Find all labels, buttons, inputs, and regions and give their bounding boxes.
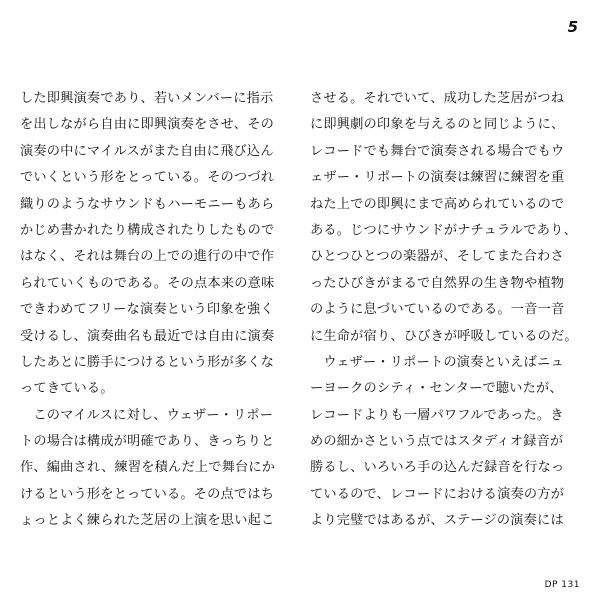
text-line: 演奏の中にマイルスがまた自由に飛び込ん: [20, 143, 274, 159]
text-line: のように息づいているのである。一音一音: [310, 302, 565, 318]
text-line: ひとつひとつの楽器が、そしてまた合わさ: [310, 249, 564, 265]
right-text-column: [310, 86, 578, 535]
text-line: した即興演奏であり、若いメンバーに指示: [20, 91, 274, 106]
text-line: このマイルスに対し、ウェザー・リポー: [20, 407, 274, 423]
text-line: ェザー・リポートの演奏は練習に練習を重: [310, 170, 565, 186]
text-line: めの細かさという点ではスタディオ録音が: [310, 434, 564, 450]
text-line: ーヨークのシティ・センターで聴いたが、: [310, 381, 563, 397]
text-line: はなく、それは舞台の上での進行の中で作: [20, 249, 275, 265]
text-line: より完璧ではあるが、ステージの演奏には: [310, 513, 564, 529]
text-line: したあとに勝手につけるという形が多くな: [20, 354, 275, 370]
text-line: レコードよりも一層パワフルであった。き: [310, 407, 564, 423]
text-line: でいくという形をとっている。そのつづれ: [20, 170, 275, 186]
text-line: ウェザー・リポートの演奏といえばニュ: [310, 354, 564, 370]
text-line: レコードでも舞台で演奏される場合でもウ: [310, 143, 565, 159]
text-line: に生命が宿り、ひびきが呼吸しているのだ。: [310, 328, 578, 344]
text-line: を出しながら自由に即興演奏をさせ、その: [20, 117, 274, 133]
text-line: させる。それでいて、成功した芝居がつね: [310, 91, 565, 106]
text-line: けるという形をとっている。その点ではち: [20, 486, 275, 502]
text-line: ているので、レコードにおける演奏の方が: [310, 486, 565, 502]
page-number: 5: [567, 18, 578, 36]
text-line: かじめ書かれたり構成されたりしたもので: [20, 222, 275, 238]
text-line: できわめてフリーな演奏という印象を強く: [20, 302, 274, 318]
text-line: 作、編曲され、練習を積んだ上で舞台にか: [20, 460, 276, 476]
text-line: ねた上での即興にまで高められているので: [310, 196, 565, 212]
text-line: に即興劇の印象を与えるのと同じように、: [310, 117, 565, 133]
text-line: ったひびきがまるで自然界の生き物や植物: [310, 275, 565, 291]
text-line: 勝るし、いろいろ手の込んだ録音を行なっ: [310, 460, 565, 476]
text-line: ってきている。: [20, 381, 114, 397]
text-line: トの場合は構成が明確であり、きっちりと: [20, 434, 275, 450]
text-line: 受けるし、演奏曲名も最近では自由に演奏: [20, 328, 275, 344]
catalog-code: DP 131: [544, 580, 580, 590]
text-line: 織りのようなサウンドもハーモニーもあら: [20, 196, 275, 212]
text-line: られていくものである。その点本来の意味: [20, 275, 275, 291]
text-line: ょっとよく練られた芝居の上演を思い起こ: [20, 513, 275, 529]
left-text-column: [20, 86, 288, 535]
text-line: ある。じつにサウンドがナチュラルであり、: [310, 222, 577, 238]
